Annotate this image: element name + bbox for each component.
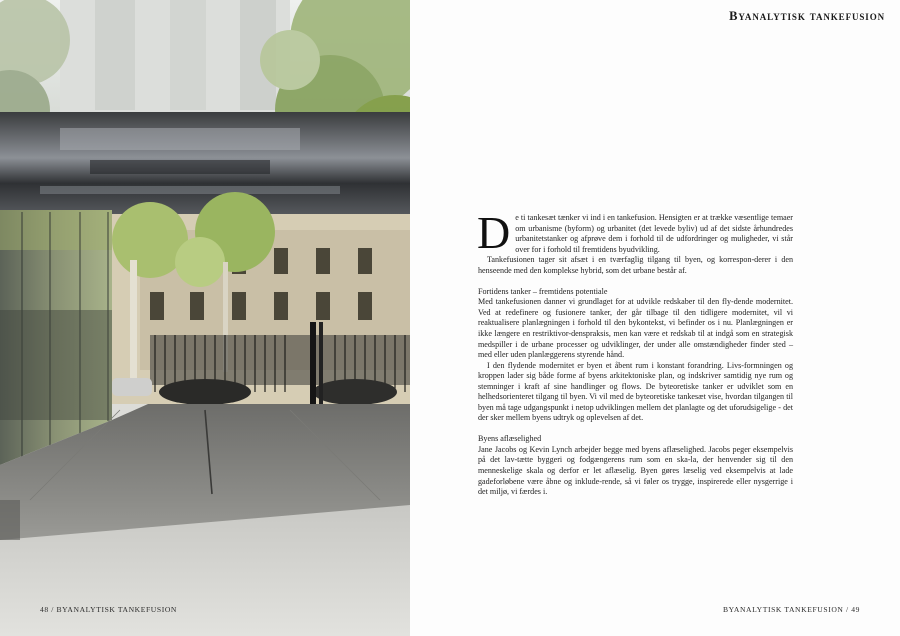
right-page [410,0,900,636]
intro-text: e ti tankesæt tænker vi ind i en tankefusion. Hensigten er at trække væsentlige temaer om urbanisme (byform) og urbanitet (det levede byliv) ud af det sidste århundredes urbanitetstanker og afprøve dem i forhold til de udfordringer og muligheder, vi står over for i forhold til fremtidens byudvikling. [515,213,793,254]
subhead-2: Byens aflæselighed [478,434,542,444]
body-text [477,207,793,498]
paragraph-2: Tankefusionen tager sit afsæt i en tværfaglig tilgang til byen, og korrespon-derer i den henseende med den komplekse hybrid, som det urbane består af. [478,255,793,275]
folio-left: 48 / BYANALYTISK TANKEFUSION [40,605,178,614]
paragraph-5: Jane Jacobs og Kevin Lynch arbejder begge med byens aflæselighed. Jacobs peger eksempelvis på det lav-tætte byggeri og fodgængerens rum som en ska-la, der henvender sig til den menneskelige skala og derfor er let aflæselig. Byen gøres læselig ved eksempelvis at lade gadeforløbene være åbne og inklude-rende, så vi føler os trygge, inspirerede eller nysgerrige i det miljø, vi færdes i. [478,444,793,497]
paragraph-3: Med tankefusionen danner vi grundlaget for at udvikle redskaber til den fly-dende modernitet. Ved at redefinere og fusionere tanker, der går tilbage til den tidligere modernitet, vil vi reaktualisere planlægningen i forhold til den bykontekst, vi befinder os i nu. Planlægningen er ikke længere en restriktivor-denspraksis, men kan være et redskab til at indgå som en strategisk medspiller i de urbane processer og udviklinger, der under alle omstændigheder finder sted – med eller uden planlæggerens styrende hånd. [478,297,793,360]
courtyard-photo [0,0,410,636]
paragraph-4: I den flydende modernitet er byen et åbent rum i konstant forandring. Livs-formningen og kroppen lader sig både forme af byens arkitektoniske plan, og indskriver samtidig nye rum og stemninger i kraft af sine handlinger og flows. De byteoretiske tanker er udviklet som en helhedsorienteret tilgang til byen. Vi vil med de byteoretiske tankesæt vise, hvordan tilgangen til byen må tage udgangspunkt i netop udviklingen mellem det planlagte og det uforudsigelige - det der sker mellem byens udtryk og oplevelsen af det. [478,360,793,423]
folio-right: BYANALYTISK TANKEFUSION / 49 [722,605,860,614]
subhead-1: Fortidens tanker – fremtidens potentiale [478,286,608,296]
dropcap: D [477,207,511,258]
running-head: Byanalytisk tankefusion [729,9,885,23]
left-page [0,0,410,636]
intro-paragraph [477,207,793,258]
